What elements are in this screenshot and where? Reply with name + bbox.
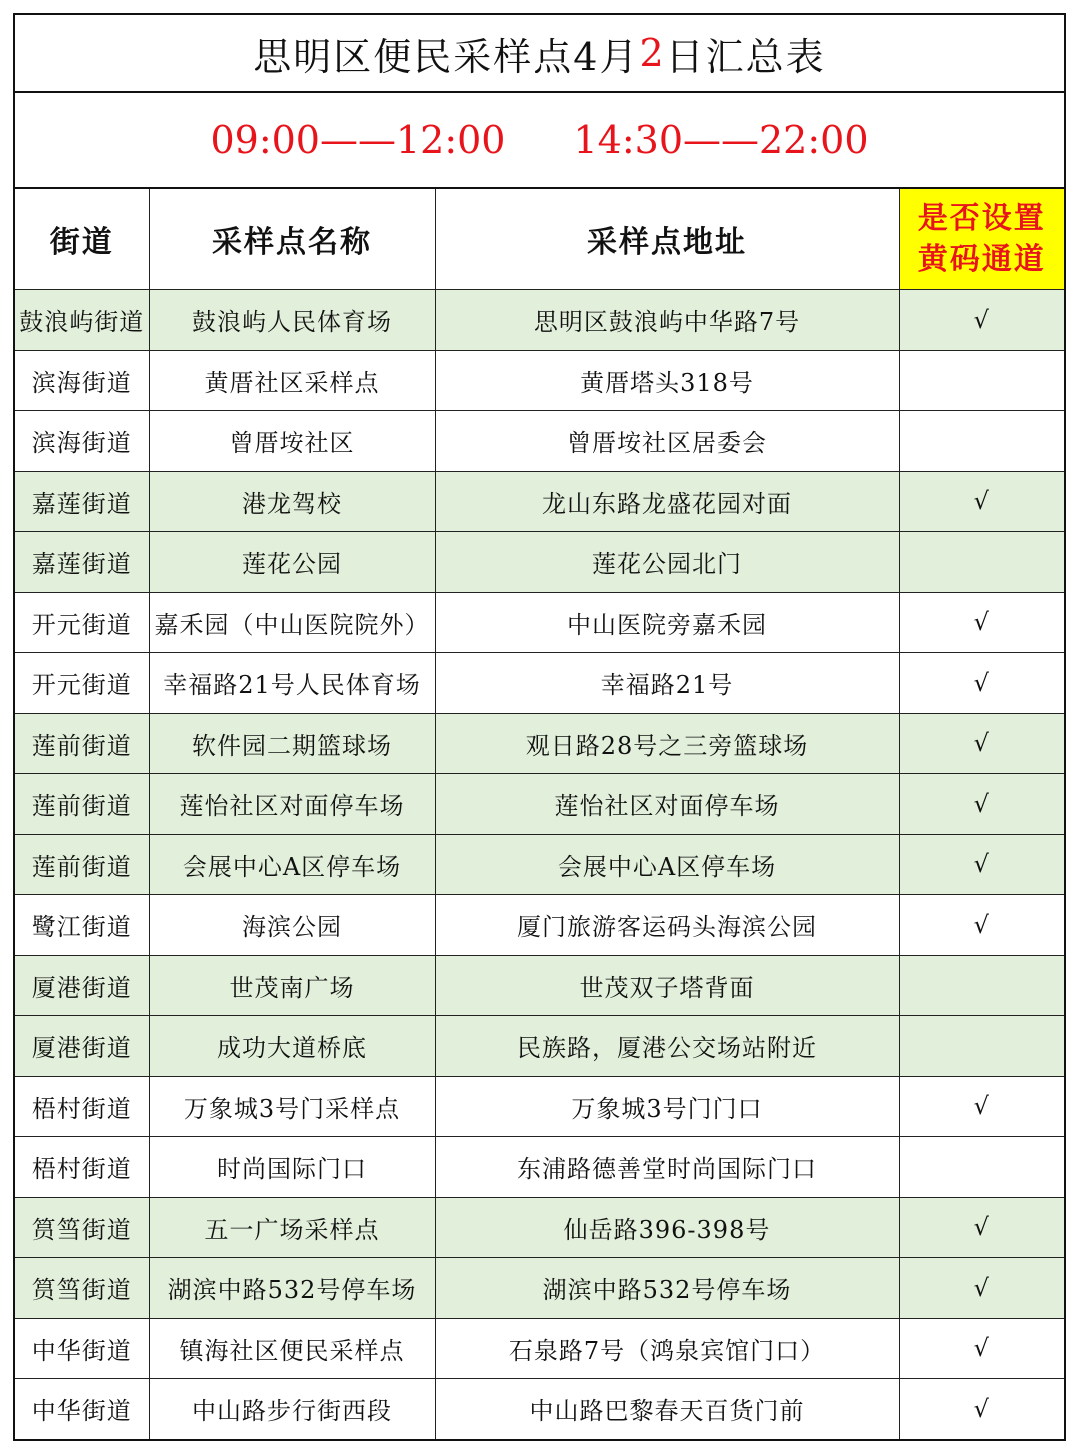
cell-yellow-channel: √: [899, 471, 1064, 532]
table-row: [15, 713, 1064, 774]
cell-address: 石泉路7号（鸿泉宾馆门口）: [435, 1318, 899, 1379]
cell-address: 莲怡社区对面停车场: [435, 774, 899, 835]
cell-yellow-channel: √: [899, 1197, 1064, 1258]
cell-address: 世茂双子塔背面: [435, 955, 899, 1016]
cell-street: 中华街道: [15, 1379, 149, 1439]
cell-yellow-channel: [899, 955, 1064, 1016]
table-row: [15, 1197, 1064, 1258]
cell-site-name: 黄厝社区采样点: [149, 350, 435, 411]
cell-yellow-channel: √: [899, 834, 1064, 895]
table-row: [15, 1258, 1064, 1319]
cell-address: 会展中心A区停车场: [435, 834, 899, 895]
table-row: [15, 1016, 1064, 1077]
cell-address: 观日路28号之三旁篮球场: [435, 713, 899, 774]
cell-street: 莲前街道: [15, 774, 149, 835]
cell-address: 龙山东路龙盛花园对面: [435, 471, 899, 532]
cell-street: 筼筜街道: [15, 1197, 149, 1258]
cell-street: 梧村街道: [15, 1076, 149, 1137]
cell-street: 嘉莲街道: [15, 471, 149, 532]
cell-street: 厦港街道: [15, 1016, 149, 1077]
table-row: [15, 592, 1064, 653]
title-suffix: 日汇总表: [665, 34, 826, 79]
cell-yellow-channel: [899, 350, 1064, 411]
cell-site-name: 莲怡社区对面停车场: [149, 774, 435, 835]
cell-street: 莲前街道: [15, 713, 149, 774]
cell-street: 滨海街道: [15, 350, 149, 411]
title-prefix: 思明区便民采样点4月: [253, 34, 640, 79]
cell-yellow-channel: [899, 532, 1064, 593]
cell-site-name: 湖滨中路532号停车场: [149, 1258, 435, 1319]
cell-address: 中山医院旁嘉禾园: [435, 592, 899, 653]
table-row: [15, 411, 1064, 472]
cell-yellow-channel: [899, 1016, 1064, 1077]
cell-site-name: 幸福路21号人民体育场: [149, 653, 435, 714]
table-row: [15, 1076, 1064, 1137]
cell-site-name: 海滨公园: [149, 895, 435, 956]
cell-site-name: 中山路步行街西段: [149, 1379, 435, 1439]
table-row: [15, 774, 1064, 835]
cell-address: 民族路，厦港公交场站附近: [435, 1016, 899, 1077]
cell-street: 嘉莲街道: [15, 532, 149, 593]
cell-street: 梧村街道: [15, 1137, 149, 1198]
cell-site-name: 嘉禾园（中山医院院外）: [149, 592, 435, 653]
service-hours: [15, 93, 1064, 189]
sampling-sites-table: [15, 189, 1064, 1439]
header-street: 街道: [15, 189, 149, 290]
cell-street: 莲前街道: [15, 834, 149, 895]
cell-address: 思明区鼓浪屿中华路7号: [435, 290, 899, 351]
table-row: [15, 290, 1064, 351]
cell-address: 幸福路21号: [435, 653, 899, 714]
afternoon-hours: 14:30——22:00: [573, 118, 869, 162]
morning-hours: 09:00——12:00: [210, 118, 506, 162]
cell-site-name: 时尚国际门口: [149, 1137, 435, 1198]
table-row: [15, 350, 1064, 411]
summary-sheet: [13, 13, 1066, 1441]
cell-site-name: 会展中心A区停车场: [149, 834, 435, 895]
cell-address: 厦门旅游客运码头海滨公园: [435, 895, 899, 956]
cell-yellow-channel: √: [899, 895, 1064, 956]
header-yellow-line2: 黄码通道: [917, 242, 1046, 277]
table-header-row: [15, 189, 1064, 290]
cell-street: 鼓浪屿街道: [15, 290, 149, 351]
table-row: [15, 1379, 1064, 1439]
page-title: [15, 15, 1064, 93]
cell-yellow-channel: √: [899, 290, 1064, 351]
cell-street: 鹭江街道: [15, 895, 149, 956]
cell-site-name: 港龙驾校: [149, 471, 435, 532]
title-date-highlight: 2: [639, 31, 666, 75]
cell-street: 筼筜街道: [15, 1258, 149, 1319]
cell-yellow-channel: √: [899, 1318, 1064, 1379]
table-row: [15, 1318, 1064, 1379]
cell-address: 仙岳路396-398号: [435, 1197, 899, 1258]
cell-yellow-channel: [899, 411, 1064, 472]
cell-site-name: 软件园二期篮球场: [149, 713, 435, 774]
table-row: [15, 653, 1064, 714]
cell-yellow-channel: √: [899, 713, 1064, 774]
cell-site-name: 五一广场采样点: [149, 1197, 435, 1258]
table-row: [15, 834, 1064, 895]
cell-yellow-channel: √: [899, 1258, 1064, 1319]
cell-yellow-channel: √: [899, 774, 1064, 835]
cell-address: 莲花公园北门: [435, 532, 899, 593]
table-row: [15, 895, 1064, 956]
table-row: [15, 471, 1064, 532]
cell-site-name: 世茂南广场: [149, 955, 435, 1016]
table-row: [15, 955, 1064, 1016]
cell-address: 中山路巴黎春天百货门前: [435, 1379, 899, 1439]
cell-street: 中华街道: [15, 1318, 149, 1379]
cell-yellow-channel: √: [899, 653, 1064, 714]
cell-site-name: 万象城3号门采样点: [149, 1076, 435, 1137]
table-row: [15, 1137, 1064, 1198]
cell-street: 开元街道: [15, 653, 149, 714]
cell-street: 滨海街道: [15, 411, 149, 472]
cell-site-name: 曾厝垵社区: [149, 411, 435, 472]
cell-yellow-channel: [899, 1137, 1064, 1198]
cell-site-name: 成功大道桥底: [149, 1016, 435, 1077]
header-address: 采样点地址: [435, 189, 899, 290]
cell-street: 厦港街道: [15, 955, 149, 1016]
cell-address: 黄厝塔头318号: [435, 350, 899, 411]
cell-site-name: 莲花公园: [149, 532, 435, 593]
cell-site-name: 镇海社区便民采样点: [149, 1318, 435, 1379]
cell-yellow-channel: √: [899, 1379, 1064, 1439]
cell-yellow-channel: √: [899, 592, 1064, 653]
cell-site-name: 鼓浪屿人民体育场: [149, 290, 435, 351]
cell-address: 曾厝垵社区居委会: [435, 411, 899, 472]
cell-address: 湖滨中路532号停车场: [435, 1258, 899, 1319]
cell-address: 东浦路德善堂时尚国际门口: [435, 1137, 899, 1198]
cell-street: 开元街道: [15, 592, 149, 653]
table-row: [15, 532, 1064, 593]
header-yellow-line1: 是否设置: [917, 201, 1046, 236]
header-site-name: 采样点名称: [149, 189, 435, 290]
cell-address: 万象城3号门门口: [435, 1076, 899, 1137]
cell-yellow-channel: √: [899, 1076, 1064, 1137]
header-yellow-channel: [899, 189, 1064, 290]
